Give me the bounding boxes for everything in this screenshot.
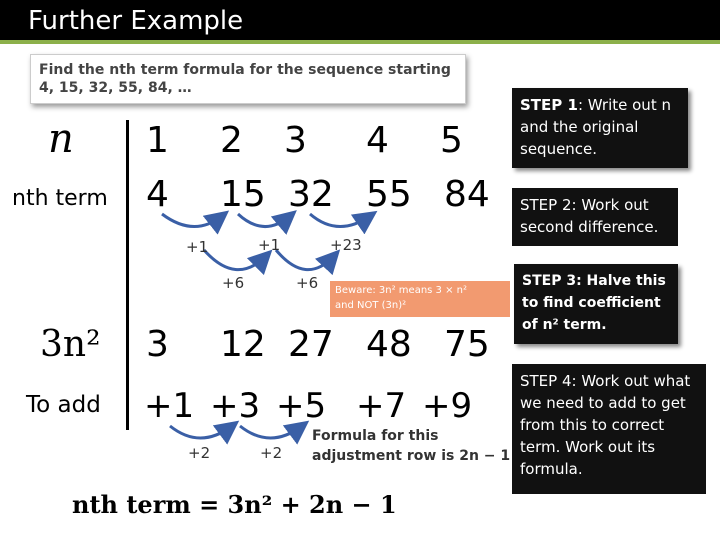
arrow (170, 426, 232, 438)
final-formula: nth term = 3n² + 2n − 1 (72, 490, 397, 519)
step-label: STEP 1 (520, 96, 578, 114)
arrow (162, 214, 222, 227)
step-3-box (514, 264, 678, 344)
arrow (238, 214, 290, 227)
label-to-add: To add (26, 392, 101, 418)
label-n: n (48, 116, 74, 162)
arrow (276, 250, 334, 270)
arrow (204, 250, 266, 270)
sq-value: 3 (146, 324, 169, 365)
adjustment-line-2: adjustment row is 2n − 1 (312, 448, 511, 464)
beware-note (330, 281, 510, 317)
second-difference: +6 (222, 274, 245, 292)
beware-line-1: Beware: 3n² means 3 × n² (335, 285, 467, 296)
second-difference: +6 (296, 274, 319, 292)
slide-title: Further Example (28, 6, 244, 36)
sq-value: 27 (288, 324, 334, 365)
nth-value: 84 (444, 174, 490, 215)
first-difference: +23 (330, 236, 362, 254)
nth-value: 15 (220, 174, 266, 215)
label-nth-term: nth term (12, 186, 108, 211)
question-line-1: Find the nth term formula for the sequence starting (39, 62, 451, 78)
adjustment-line-1: Formula for this (312, 428, 439, 444)
n-value: 4 (366, 120, 389, 161)
label-3n-squared: 3n² (40, 324, 101, 365)
add-value: +3 (210, 386, 261, 426)
step-label: STEP 3 (522, 273, 577, 289)
step-label: STEP 2 (520, 196, 572, 214)
add-difference: +2 (188, 444, 211, 462)
add-value: +7 (356, 386, 407, 426)
step-text: : Work out second difference. (520, 196, 659, 236)
nth-value: 32 (288, 174, 334, 215)
add-difference: +2 (260, 444, 283, 462)
step-1-box (512, 88, 688, 168)
n-value: 5 (440, 120, 463, 161)
adjustment-note (312, 426, 510, 466)
step-text: : Halve this to find coefficient of n² term. (522, 273, 666, 333)
step-label: STEP 4 (520, 372, 572, 390)
n-value: 3 (284, 120, 307, 161)
arrow (240, 426, 302, 438)
sq-value: 48 (366, 324, 412, 365)
n-value: 1 (146, 120, 169, 161)
step-text: : Work out what we need to add to get from this to correct term. Work out its formula. (520, 372, 691, 478)
question-line-2: 4, 15, 32, 55, 84, … (39, 80, 192, 96)
first-difference: +1 (258, 236, 281, 254)
sq-value: 12 (220, 324, 266, 365)
n-value: 2 (220, 120, 243, 161)
step-2-box (512, 188, 678, 246)
step-4-box (512, 364, 706, 494)
nth-value: 4 (146, 174, 169, 215)
add-value: +9 (422, 386, 473, 426)
step-text: : Write out n and the original sequence. (520, 96, 671, 158)
first-difference: +1 (186, 238, 209, 256)
nth-value: 55 (366, 174, 412, 215)
arrow (310, 214, 370, 227)
add-value: +5 (276, 386, 327, 426)
add-value: +1 (144, 386, 195, 426)
beware-line-2: and NOT (3n)² (335, 300, 407, 311)
sq-value: 75 (444, 324, 490, 365)
